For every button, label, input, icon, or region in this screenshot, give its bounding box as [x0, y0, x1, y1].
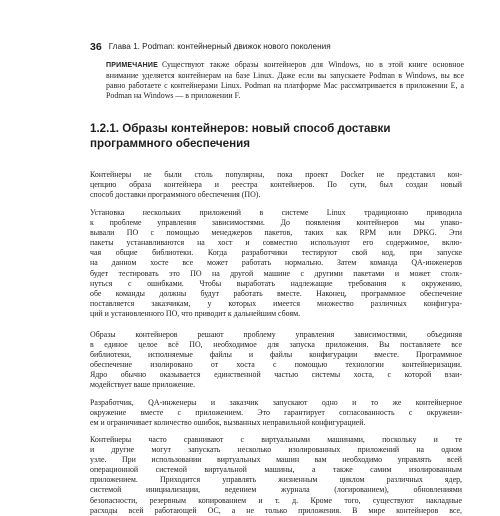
paragraph-5 — [90, 435, 462, 516]
running-header — [90, 42, 462, 52]
paragraph-line: цепцию образа контейнера и реестра контейнеров. По сути, был создан новый — [90, 180, 462, 190]
paragraph-line: будет тестировать это ПО на другой машине с другими пакетами и может столк- — [90, 268, 462, 278]
paragraph-line: обе команды должны будут работать вместе. Наконец, программное обеспечение — [90, 288, 462, 298]
paragraph-line: чая общие библиотеки. Когда разработчики тестируют свой код, при запуске — [90, 248, 462, 258]
section-title: 1.2.1. Образы контейнеров: новый способ доставки программного обеспечения — [90, 122, 391, 150]
chapter-title: Глава 1. Podman: контейнерный движок нового поколения — [108, 42, 331, 51]
paragraph-1 — [90, 170, 462, 200]
paragraph-line: узле. При использовании виртуальных машин вам необходимо управлять всей — [90, 455, 462, 465]
paragraph-line: Ядро обычно оказывается единственной частью системы хоста, с которой взаи- — [90, 370, 462, 380]
paragraph-line: в единое целое всё ПО, необходимое для запуска приложения. Вы поставляете все — [90, 340, 462, 350]
page-number: 36 — [90, 41, 102, 53]
paragraph-line: операционной системой виртуальной машины, а также самим изолированным — [90, 465, 462, 475]
note-box — [106, 60, 464, 101]
paragraph-line: окружение вместе с приложением. Это гарантирует согласованность с окружени- — [90, 408, 462, 418]
paragraph-line: нуться с ошибками. Чтобы выработать надлежащие требования к окружению, — [90, 278, 462, 288]
paragraph-line: на данном хосте все может работать нормально. Затем команда QA-инженеров — [90, 258, 462, 268]
note-text: Существуют также образы контейнеров для Windows, но в этой книге основное внимание уделяется контейнерам на базе Linux. Даже если вы запускаете Podman в Windows, вы все равно работаете с контейнерами Linux. Podman на платформе Mac рассматривается в приложении E, а Podman на Windows — в приложении F. — [106, 60, 464, 101]
note-label: ПРИМЕЧАНИЕ — [106, 62, 158, 69]
paragraph-line: и другие могут запускать несколько изолированных приложений на одном — [90, 445, 462, 455]
paragraph-line: пакеты устанавливаются на хост и совместно используют его содержимое, вклю- — [90, 238, 462, 248]
paragraph-line: к проблеме управления зависимостями. До появления контейнеров мы упако- — [90, 218, 462, 228]
paragraph-line: Установка нескольких приложений в системе Linux традиционно приводила — [90, 208, 462, 217]
paragraph-line: Контейнеры часто сравнивают с виртуальными машинами, поскольку и те — [90, 435, 462, 444]
paragraph-4 — [90, 398, 462, 428]
paragraph-line: обеспечение изолировано от хоста с помощью технологии контейнеризации. — [90, 360, 462, 370]
paragraph-line: поставляется заказчикам, у которых имеется множество различных конфигура- — [90, 298, 462, 308]
paragraph-line: приложением. Приходится управлять жизненным циклом различных ядер, — [90, 475, 462, 485]
paragraph-line: ем и ограничивает количество ошибок, вызванных неправильной конфигурацией. — [90, 418, 366, 428]
paragraph-line: библиотеки, исполняемые файлы и файлы конфигурации вместе. Программное — [90, 350, 462, 360]
paragraph-line: модействует ваше приложение. — [90, 380, 196, 390]
paragraph-line: вывали ПО с помощью менеджеров пакетов, таких как RPM или DPKG. Эти — [90, 228, 462, 238]
paragraph-line: способ доставки программного обеспечения (ПО). — [90, 190, 261, 200]
paragraph-line: системой инициализации, ведением журнала (логированием), обновлениями — [90, 485, 462, 495]
paragraph-line: расходы всей работающей ОС, а не только приложения. В мире контейнеров все, — [90, 505, 462, 515]
paragraph-line: Контейнеры не были столь популярны, пока проект Docker не представил кон- — [90, 170, 462, 179]
paragraph-3 — [90, 330, 462, 391]
paragraph-line: ций и установленного ПО, что приводит к дальнейшим сбоям. — [90, 308, 301, 318]
paragraph-line: безопасности, резервным копированием и т. д. Кроме того, существуют накладные — [90, 495, 462, 505]
paragraph-line: Разработчик, QA-инженеры и заказчик запускают одно и то же контейнерное — [90, 398, 462, 407]
paragraph-line: Образы контейнеров решают проблему управления зависимостями, объединяя — [90, 330, 462, 339]
paragraph-2 — [90, 208, 462, 319]
